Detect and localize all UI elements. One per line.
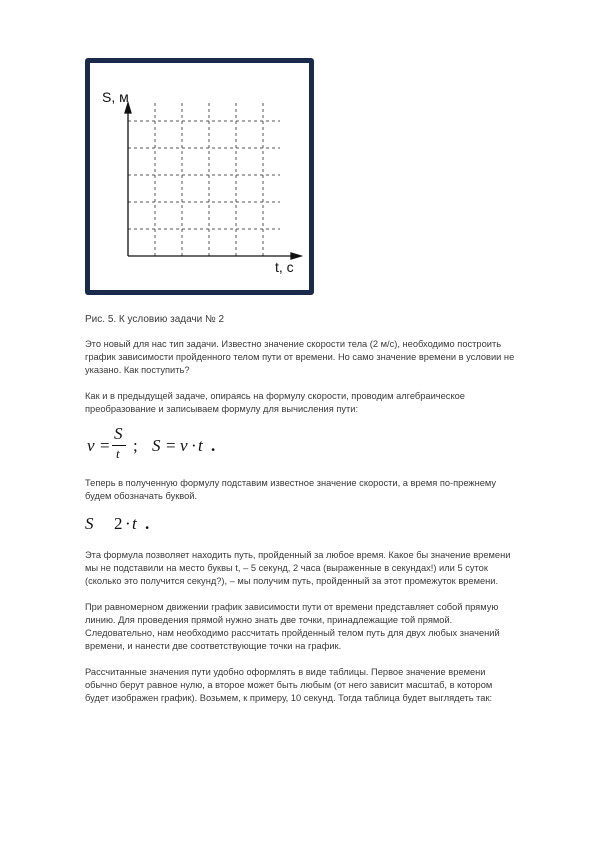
paragraph-1	[85, 338, 525, 377]
paragraph-line: Следовательно, нам необходимо рассчитать пройденный телом путь для двух любых значений	[85, 628, 500, 638]
formula2-t: t	[132, 514, 137, 533]
x-axis-label: t, с	[275, 259, 294, 275]
formula2-dot: ·	[125, 514, 131, 533]
paragraph-line: Эта формула позволяет находить путь, пройденный за любое время. Какое бы значение времени	[85, 550, 511, 560]
formula-denominator: t	[116, 446, 120, 461]
paragraph-line: график зависимости пройденного телом пути от времени. Но само значение времени в условии не	[85, 352, 515, 362]
paragraph-line: времени, и нанести две соответствующие точки на график.	[85, 641, 342, 651]
formula2-s: S	[85, 514, 94, 533]
formula2-two: 2	[114, 514, 123, 533]
paragraph-line: будем обозначать буквой.	[85, 491, 198, 501]
formula-v: v	[87, 436, 95, 455]
paragraph-line: преобразование и записываем формулу для вычисления пути:	[85, 404, 359, 414]
figure-frame	[85, 58, 314, 295]
formula-path	[85, 512, 235, 538]
formula-numerator: S	[114, 424, 123, 443]
paragraph-line: линию. Для проведения прямой нужно знать две точки, принадлежащие той прямой.	[85, 615, 453, 625]
paragraph-line: Рассчитанные значения пути удобно оформлять в виде таблицы. Первое значение времени	[85, 667, 486, 677]
graph-area	[90, 63, 309, 290]
paragraph-line: указано. Как поступить?	[85, 365, 190, 375]
paragraph-line: будет изображен график). Возьмем, к примеру, 10 секунд. Тогда таблица будет выглядеть так:	[85, 693, 493, 703]
paragraph-line: обычно берут равное нулю, а второе может быть любым (от него зависит масштаб, в котором	[85, 680, 493, 690]
formula-equals-2: =	[166, 436, 176, 455]
formula-v-2: v	[180, 436, 188, 455]
paragraph-2	[85, 390, 525, 416]
paragraph-5	[85, 601, 525, 653]
y-axis-label: S, м	[102, 89, 129, 105]
paragraph-line: (сколько это получится секунд?), – мы получим путь, пройденный за этот промежуток времени.	[85, 576, 499, 586]
paragraph-3	[85, 477, 525, 503]
paragraph-line: Это новый для нас тип задачи. Известно значение скорости тела (2 м/с), необходимо построить	[85, 339, 502, 349]
formula-end: .	[211, 436, 216, 455]
formula-t: t	[198, 436, 203, 455]
formula-separator: ;	[133, 436, 138, 455]
paragraph-line: При равномерном движении график зависимости пути от времени представляет собой прямую	[85, 602, 499, 612]
paragraph-4	[85, 549, 525, 588]
paragraph-line: Теперь в полученную формулу подставим известное значение скорости, а время по-прежнему	[85, 478, 497, 488]
formula-equals: =	[100, 436, 110, 455]
formula2-end: .	[145, 514, 150, 533]
formula-s: S	[152, 436, 161, 455]
formula-velocity	[85, 424, 285, 464]
paragraph-6	[85, 666, 525, 705]
formula-dot: ·	[191, 436, 197, 455]
paragraph-line: Как и в предыдущей задаче, опираясь на формулу скорости, проводим алгебраическое	[85, 391, 465, 401]
figure-caption: Рис. 5. К условию задачи № 2	[85, 314, 225, 325]
paragraph-line: мы не подставили на место буквы t, – 5 секунд, 2 часа (выраженные в секундах!) или 5 суток	[85, 563, 488, 573]
